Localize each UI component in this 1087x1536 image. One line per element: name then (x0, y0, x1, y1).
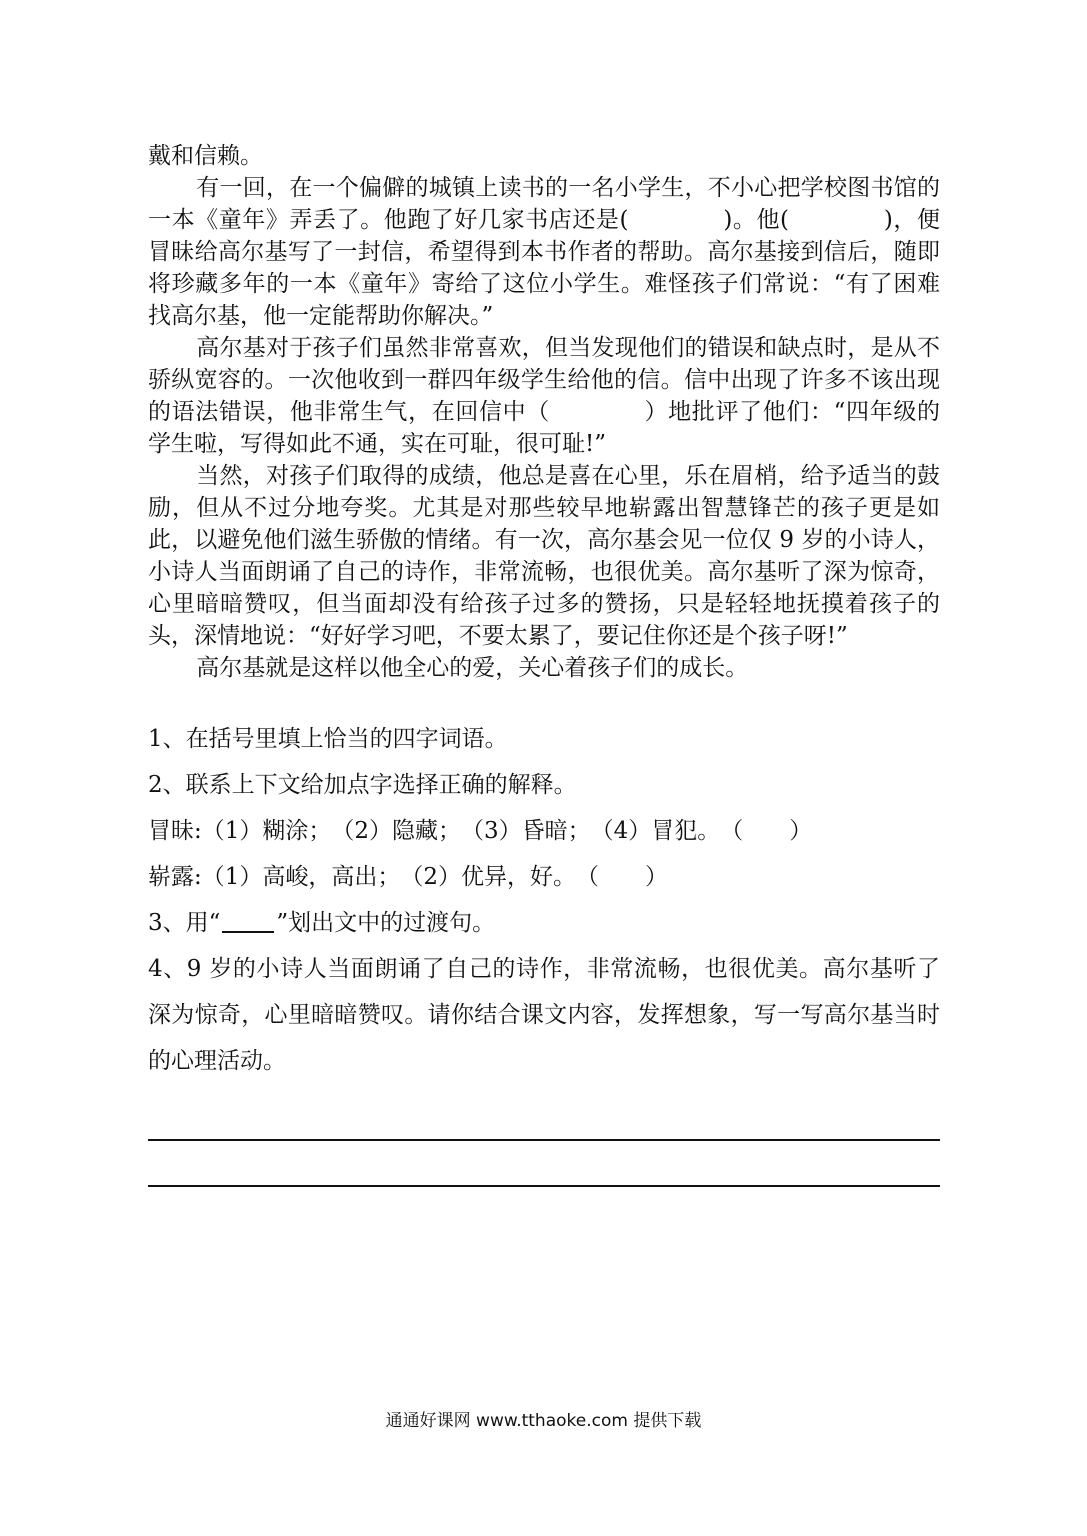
question-2-option-zhanlu: 崭露:（1）高峻，高出； （2）优异，好。 （ ） (148, 864, 669, 890)
question-2-option-maomei: 冒昧:（1）糊涂； （2）隐藏； （3）昏暗； （4）冒犯。 （ ） (148, 818, 813, 844)
question-1: 1、在括号里填上恰当的四字词语。 (148, 726, 508, 752)
reading-passage (148, 140, 940, 684)
question-4: 4、9 岁的小诗人当面朗诵了自己的诗作，非常流畅，也很优美。高尔基听了深为惊奇，心里暗暗赞叹。请你结合课文内容，发挥想象，写一写高尔基当时的心理活动。 (148, 956, 940, 1074)
passage-paragraph-1: 戴和信赖。 (148, 143, 263, 169)
underline-sample (222, 931, 274, 933)
question-list (148, 716, 940, 1084)
answer-line-2[interactable] (148, 1185, 940, 1187)
question-2: 2、联系上下文给加点字选择正确的解释。 (148, 772, 577, 798)
question-3-text-start: 3、用“ (148, 910, 221, 936)
passage-paragraph-4: 当然，对孩子们取得的成绩，他总是喜在心里，乐在眉梢，给予适当的鼓励，但从不过分地夸奖。尤其是对那些较早地崭露出智慧锋芒的孩子更是如此，以避免他们滋生骄傲的情绪。有一次，高尔基会见一位仅 9 岁的小诗人，小诗人当面朗诵了自己的诗作，非常流畅，也很优美。高尔基听了深为惊奇，心里暗暗赞叹，但当面却没有给孩子过多的赞扬，只是轻轻地抚摸着孩子的头，深情地说：“好好学习吧，不要太累了，要记住你还是个孩子呀!” (148, 463, 940, 649)
question-3 (148, 900, 940, 946)
passage-paragraph-5: 高尔基就是这样以他全心的爱，关心着孩子们的成长。 (196, 655, 749, 681)
passage-paragraph-3: 高尔基对于孩子们虽然非常喜欢，但当发现他们的错误和缺点时，是从不骄纵宽容的。一次他收到一群四年级学生给他的信。信中出现了许多不该出现的语法错误，他非常生气，在回信中（ ）地批评了他们：“四年级的学生啦，写得如此不通，实在可耻，很可耻!” (148, 335, 940, 457)
question-3-text-end: ”划出文中的过渡句。 (276, 910, 496, 936)
answer-line-1[interactable] (148, 1139, 940, 1141)
passage-paragraph-2: 有一回，在一个偏僻的城镇上读书的一名小学生，不小心把学校图书馆的一本《童年》弄丢了。他跑了好几家书店还是( )。他( )，便冒昧给高尔基写了一封信，希望得到本书作者的帮助。高尔基接到信后，随即将珍藏多年的一本《童年》寄给了这位小学生。难怪孩子们常说：“有了困难找高尔基，他一定能帮助你解决。” (148, 175, 940, 329)
page-footer: 通通好课网 www.tthaoke.com 提供下载 (385, 1411, 702, 1431)
